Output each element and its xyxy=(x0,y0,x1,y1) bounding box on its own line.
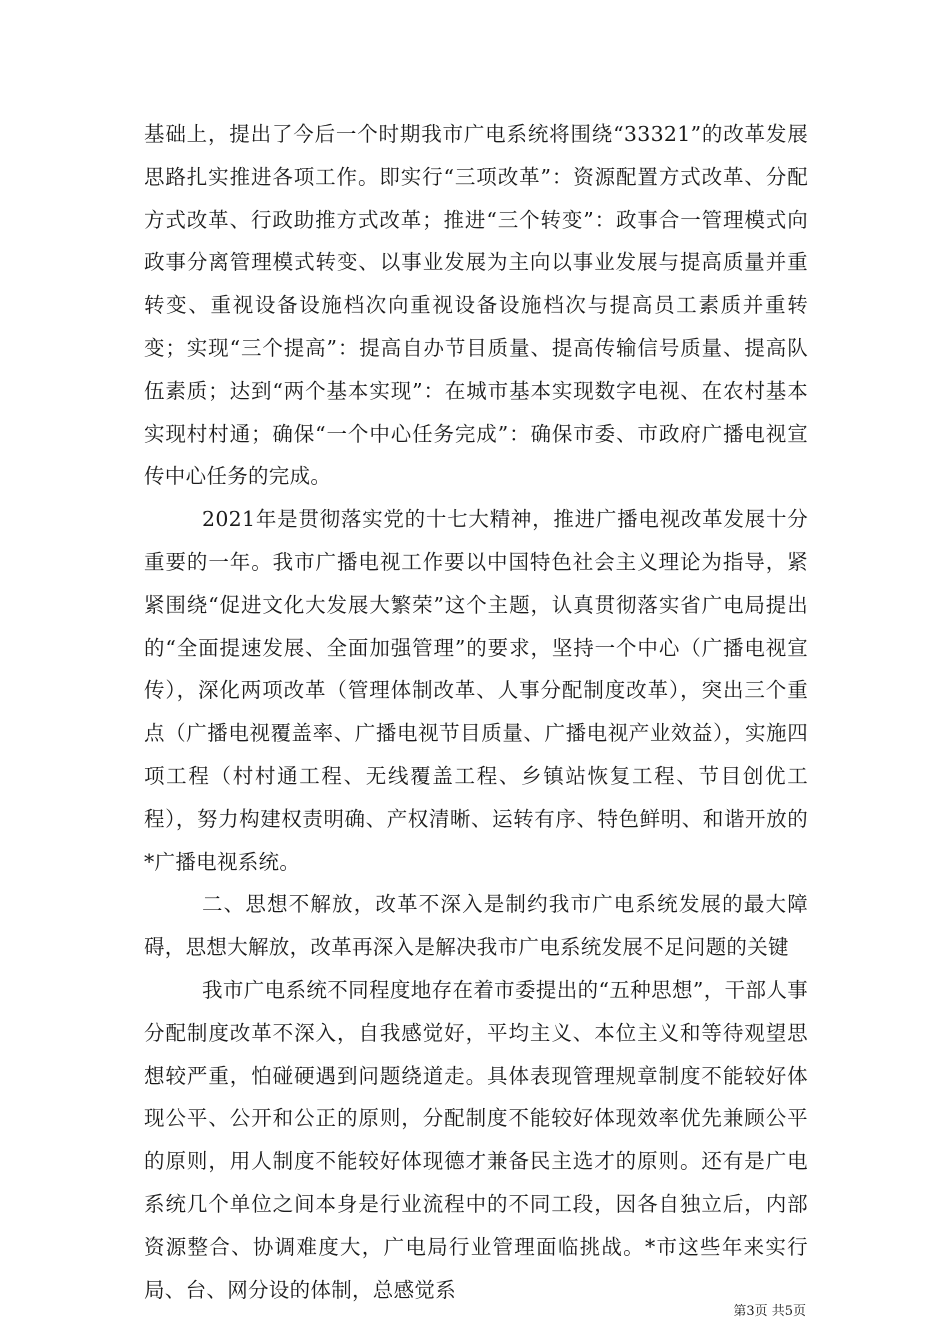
section-heading-two: 二、思想不解放，改革不深入是制约我市广电系统发展的最大障碍，思想大解放，改革再深入是解决我市广电系统发展不足问题的关键 xyxy=(144,892,808,960)
paragraph-2021-work: 2021年是贯彻落实党的十七大精神，推进广播电视改革发展十分重要的一年。我市广播电视工作要以中国特色社会主义理论为指导，紧紧围绕“促进文化大发展大繁荣”这个主题，认真贯彻落实省广电局提出的“全面提速发展、全面加强管理”的要求，坚持一个中心（广播电视宣传），深化两项改革（管理体制改革、人事分配制度改革），突出三个重点（广播电视覆盖率、广播电视节目质量、广播电视产业效益），实施四项工程（村村通工程、无线覆盖工程、乡镇站恢复工程、节目创优工程），努力构建权责明确、产权清晰、运转有序、特色鲜明、和谐开放的*广播电视系统。 xyxy=(144,507,808,874)
document-body xyxy=(144,113,808,1311)
paragraph-continuation: 基础上，提出了今后一个时期我市广电系统将围绕“33321”的改革发展思路扎实推进各项工作。即实行“三项改革”：资源配置方式改革、分配方式改革、行政助推方式改革；推进“三个转变”：政事合一管理模式向政事分离管理模式转变、以事业发展为主向以事业发展与提高质量并重转变、重视设备设施档次向重视设备设施档次与提高员工素质并重转变；实现“三个提高”：提高自办节目质量、提高传输信号质量、提高队伍素质；达到“两个基本实现”：在城市基本实现数字电视、在农村基本实现村村通；确保“一个中心任务完成”：确保市委、市政府广播电视宣传中心任务的完成。 xyxy=(144,122,808,489)
page-number-footer: 第3页 共5页 xyxy=(733,1304,806,1319)
paragraph-problems: 我市广电系统不同程度地存在着市委提出的“五种思想”，干部人事分配制度改革不深入，自我感觉好，平均主义、本位主义和等待观望思想较严重，怕碰硬遇到问题绕道走。具体表现管理规章制度不能较好体现公平、公开和公正的原则，分配制度不能较好体现效率优先兼顾公平的原则，用人制度不能较好体现德才兼备民主选才的原则。还有是广电系统几个单位之间本身是行业流程中的不同工段，因各自独立后，内部资源整合、协调难度大，广电局行业管理面临挑战。*市这些年来实行局、台、网分设的体制，总感觉系 xyxy=(144,977,808,1302)
